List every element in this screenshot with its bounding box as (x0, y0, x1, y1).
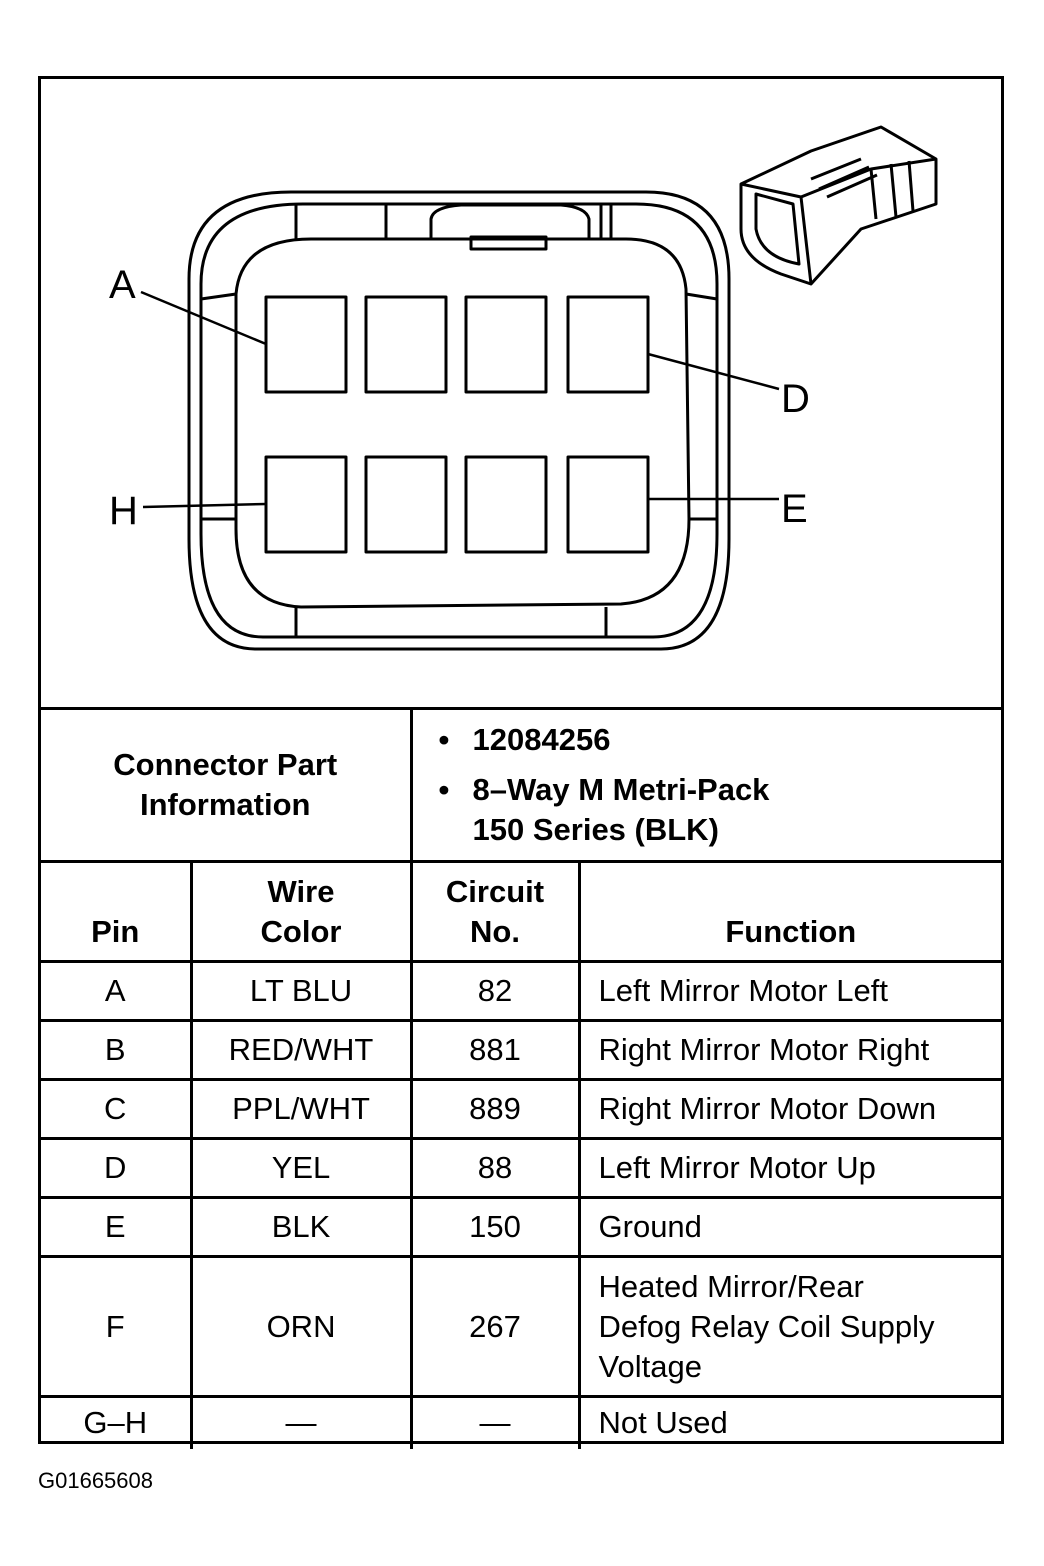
bullet: • (438, 722, 450, 757)
connector-face-diagram (41, 79, 1001, 707)
row-a-pin: A (41, 962, 191, 1021)
row-b-pin: B (41, 1021, 191, 1080)
leader-line-h (143, 504, 266, 507)
locking-tab (431, 205, 589, 239)
header-circuit-line2: No. (470, 913, 520, 949)
row-e-function: Ground (579, 1198, 1001, 1257)
figure-id: G01665608 (38, 1468, 153, 1493)
table-header-row (41, 862, 1001, 962)
terminal-cavity-c (466, 297, 546, 392)
connector-drawing (41, 79, 1001, 707)
connector-info-label-line1: Connector Part (113, 747, 338, 782)
connector-description-line1: 8–Way M Metri-Pack (472, 772, 770, 807)
row-b-function: Right Mirror Motor Right (579, 1021, 1001, 1080)
header-circuit (411, 862, 579, 962)
row-a-circuit: 82 (411, 962, 579, 1021)
connector-housing-outer (189, 192, 729, 649)
row-d-function: Left Mirror Motor Up (579, 1139, 1001, 1198)
terminal-cavity-f (466, 457, 546, 552)
row-b-wire-color: RED/WHT (191, 1021, 411, 1080)
header-function-text: Function (725, 914, 857, 949)
header-pin (41, 862, 191, 962)
row-f-function-line1: Heated Mirror/Rear (598, 1268, 864, 1304)
row-gh-circuit: — (411, 1397, 579, 1449)
pin-label-a: A (109, 263, 136, 307)
row-d-wire-color: YEL (191, 1139, 411, 1198)
figure-frame (38, 76, 1004, 1444)
connector-housing-inner (201, 204, 717, 637)
terminal-cavity-d (568, 297, 648, 392)
header-wire-color-line2: Color (260, 913, 342, 949)
row-a-wire-color: LT BLU (191, 962, 411, 1021)
terminal-cavity-e (568, 457, 648, 552)
header-function (579, 862, 1001, 962)
pin-label-h: H (109, 489, 138, 533)
terminal-cavity-a (266, 297, 346, 392)
row-f-wire-color: ORN (191, 1257, 411, 1397)
connector-description-line2: 150 Series (BLK) (472, 812, 719, 847)
connector-info-label (41, 709, 411, 862)
row-d-circuit: 88 (411, 1139, 579, 1198)
header-pin-text: Pin (91, 914, 140, 949)
connector-info-details (411, 709, 1001, 862)
terminal-cavity-b (366, 297, 446, 392)
row-f-function (579, 1257, 1001, 1397)
row-f-function-line3: Voltage (598, 1348, 702, 1384)
header-circuit-line1: Circuit (445, 873, 545, 909)
header-wire-color-line1: Wire (267, 873, 335, 909)
connector-pinout-table (41, 707, 1001, 1449)
connector-3d-sketch (741, 127, 936, 284)
table-row (41, 1257, 1001, 1397)
connector-info-row (41, 709, 1001, 862)
terminal-cavity-h (266, 457, 346, 552)
table-row (41, 1021, 1001, 1080)
row-e-circuit: 150 (411, 1198, 579, 1257)
table-row (41, 1080, 1001, 1139)
row-f-circuit: 267 (411, 1257, 579, 1397)
row-f-function-line2: Defog Relay Coil Supply (598, 1308, 935, 1344)
leader-line-d (648, 354, 779, 389)
table-row (41, 1198, 1001, 1257)
terminal-cavity-g (366, 457, 446, 552)
row-e-wire-color: BLK (191, 1198, 411, 1257)
connector-info-label-line2: Information (140, 787, 311, 822)
pin-label-e: E (781, 487, 808, 531)
row-gh-wire-color: — (191, 1397, 411, 1449)
row-c-pin: C (41, 1080, 191, 1139)
row-c-circuit: 889 (411, 1080, 579, 1139)
connector-part-number: 12084256 (472, 722, 611, 757)
row-gh-function: Not Used (579, 1397, 1001, 1449)
table-row (41, 1139, 1001, 1198)
pin-label-d: D (781, 377, 810, 421)
row-e-pin: E (41, 1198, 191, 1257)
header-wire-color (191, 862, 411, 962)
bullet: • (438, 772, 450, 807)
row-f-pin: F (41, 1257, 191, 1397)
row-d-pin: D (41, 1139, 191, 1198)
row-b-circuit: 881 (411, 1021, 579, 1080)
row-a-function: Left Mirror Motor Left (579, 962, 1001, 1021)
row-c-wire-color: PPL/WHT (191, 1080, 411, 1139)
row-c-function: Right Mirror Motor Down (579, 1080, 1001, 1139)
table-row (41, 1397, 1001, 1449)
table-row (41, 962, 1001, 1021)
row-gh-pin: G–H (41, 1397, 191, 1449)
